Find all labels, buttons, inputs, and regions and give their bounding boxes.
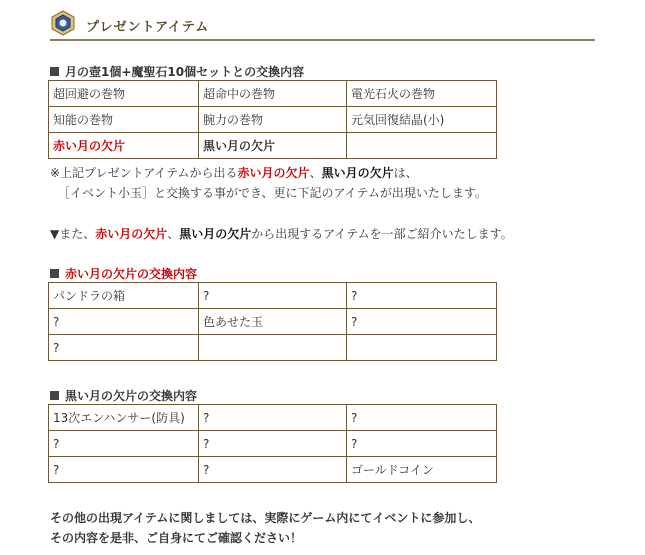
table-row — [49, 309, 497, 335]
table-cell: ? — [199, 405, 347, 431]
bullet-square-icon — [50, 67, 59, 76]
black-moon-exchange-table — [48, 404, 497, 483]
table-row — [49, 335, 497, 361]
table-cell: パンドラの箱 — [49, 283, 199, 309]
table-cell: 色あせた玉 — [199, 309, 347, 335]
red-moon-fragment-text: 赤い月の欠片 — [237, 166, 310, 180]
section-heading-text: 赤い月の欠片の交換内容 — [65, 267, 198, 281]
table-cell: 超回避の巻物 — [49, 81, 199, 107]
table-cell: 腕力の巻物 — [199, 107, 347, 133]
table-cell: 超命中の巻物 — [199, 81, 347, 107]
section-heading-red-moon — [50, 265, 197, 282]
table-cell: ? — [347, 283, 497, 309]
intro-text: ▼また、 — [50, 227, 96, 241]
table-cell — [347, 335, 497, 361]
table-cell-black-moon: 黒い月の欠片 — [199, 133, 347, 159]
table-row — [49, 405, 497, 431]
intro-text: から出現するアイテムを一部ご紹介いたします。 — [251, 227, 513, 241]
closing-message — [50, 508, 480, 548]
table-cell: 知能の巻物 — [49, 107, 199, 133]
table-cell: ? — [199, 283, 347, 309]
table-cell: ? — [49, 457, 199, 483]
red-moon-fragment-text: 赤い月の欠片 — [95, 227, 168, 241]
table-cell: ? — [199, 431, 347, 457]
table-row — [49, 107, 497, 133]
intro-separator: 、 — [167, 227, 180, 241]
table-row — [49, 431, 497, 457]
table-cell: ? — [347, 431, 497, 457]
black-moon-fragment-text: 黒い月の欠片 — [321, 166, 394, 180]
table-cell: 元気回復結晶(小) — [347, 107, 497, 133]
table-cell-red-moon: 赤い月の欠片 — [49, 133, 199, 159]
table-row — [49, 457, 497, 483]
note-separator: 、 — [309, 166, 322, 180]
page-title: プレゼントアイテム — [86, 20, 210, 35]
table-cell: ? — [347, 405, 497, 431]
table-cell — [199, 335, 347, 361]
section-heading-text: 月の壺1個+魔聖石10個セットとの交換内容 — [65, 65, 305, 79]
note-line-2: ［イベント小玉］と交換する事ができ、更に下記のアイテムが出現いたします。 — [58, 186, 487, 200]
black-moon-fragment-text: 黒い月の欠片 — [179, 227, 252, 241]
section-heading-text: 黒い月の欠片の交換内容 — [65, 389, 198, 403]
table-cell — [347, 133, 497, 159]
section-heading-present — [50, 63, 304, 80]
table-row — [49, 133, 497, 159]
bullet-square-icon — [50, 391, 59, 400]
table-cell: ? — [49, 431, 199, 457]
table-cell: ゴールドコイン — [347, 457, 497, 483]
note-line-1 — [50, 164, 418, 181]
table-cell: ? — [347, 309, 497, 335]
closing-line-2: その内容を是非、ご自身にてご確認ください！ — [50, 531, 303, 545]
present-item-table — [48, 80, 497, 159]
red-moon-exchange-table — [48, 282, 497, 361]
table-cell: ? — [199, 457, 347, 483]
table-cell: 電光石火の巻物 — [347, 81, 497, 107]
table-cell: ? — [49, 335, 199, 361]
note-text: ※上記プレゼントアイテムから出る — [50, 166, 238, 180]
table-row — [49, 81, 497, 107]
closing-line-1: その他の出現アイテムに関しましては、実際にゲーム内にてイベントに参加し、 — [50, 511, 481, 525]
table-row — [49, 283, 497, 309]
table-cell: 13次エンハンサー(防具) — [49, 405, 199, 431]
emblem-icon — [50, 10, 76, 36]
bullet-square-icon — [50, 269, 59, 278]
note-text: は、 — [393, 166, 418, 180]
page-header — [50, 9, 595, 41]
intro-line — [50, 225, 513, 242]
table-cell: ? — [49, 309, 199, 335]
section-heading-black-moon — [50, 387, 197, 404]
